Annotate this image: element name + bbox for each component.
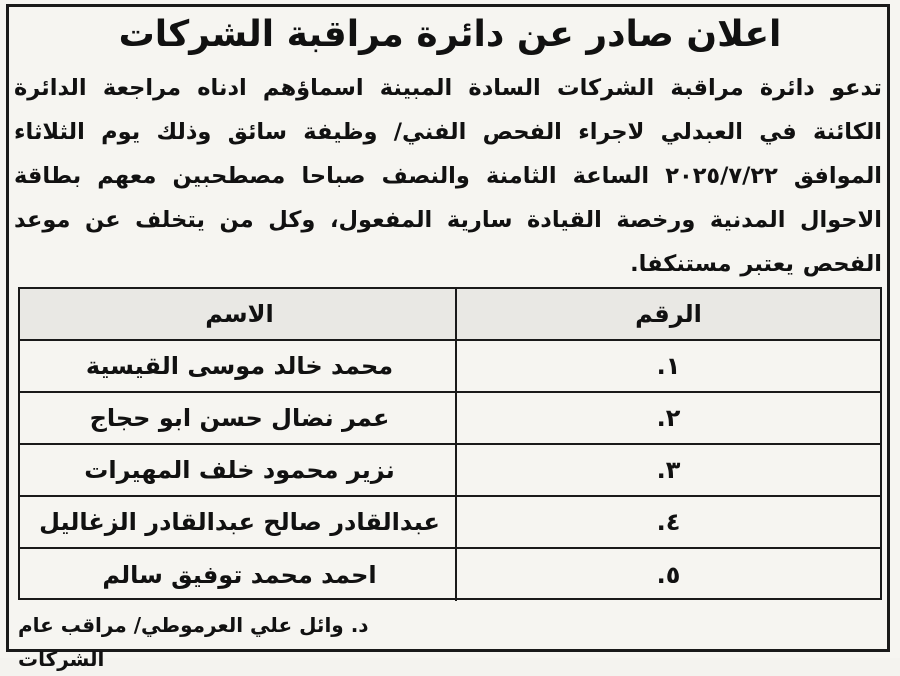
row-number: ٣. — [455, 445, 880, 495]
row-number: ٤. — [455, 497, 880, 547]
table-row — [20, 393, 880, 445]
header-name: الاسم — [205, 300, 274, 328]
table-header-row — [20, 289, 880, 341]
table-row — [20, 341, 880, 393]
table-row — [20, 549, 880, 601]
header-number: الرقم — [455, 289, 880, 339]
table-row — [20, 445, 880, 497]
signature-line: د. وائل علي العرموطي/ مراقب عام الشركات — [18, 613, 369, 671]
table-row — [20, 497, 880, 549]
row-number: ٥. — [455, 549, 880, 601]
announcement-title: اعلان صادر عن دائرة مراقبة الشركات — [118, 14, 782, 55]
row-number: ٢. — [455, 393, 880, 443]
row-name: عمر نضال حسن ابو حجاج — [89, 404, 390, 432]
announcement-body: تدعو دائرة مراقبة الشركات السادة المبينة اسماؤهم ادناه مراجعة الدائرة الكائنة في العبدلي لاجراء الفحص الفني/ وظيفة سائق وذلك يوم الثلاثاء الموافق ٢٠٢٥/٧/٢٢ الساعة الثامنة والنصف صباحا مصطحبين معهم بطاقة الاحوال المدنية ورخصة القيادة سارية المفعول، وكل من يتخلف عن موعد الفحص يعتبر مستنكفا. — [14, 75, 882, 277]
row-name: نزير محمود خلف المهيرات — [84, 456, 395, 484]
row-name: احمد محمد توفيق سالم — [102, 561, 377, 589]
names-table — [18, 287, 882, 600]
row-name: محمد خالد موسى القيسية — [85, 352, 394, 380]
row-name: عبدالقادر صالح عبدالقادر الزغاليل — [39, 508, 440, 536]
row-number: ١. — [455, 341, 880, 391]
